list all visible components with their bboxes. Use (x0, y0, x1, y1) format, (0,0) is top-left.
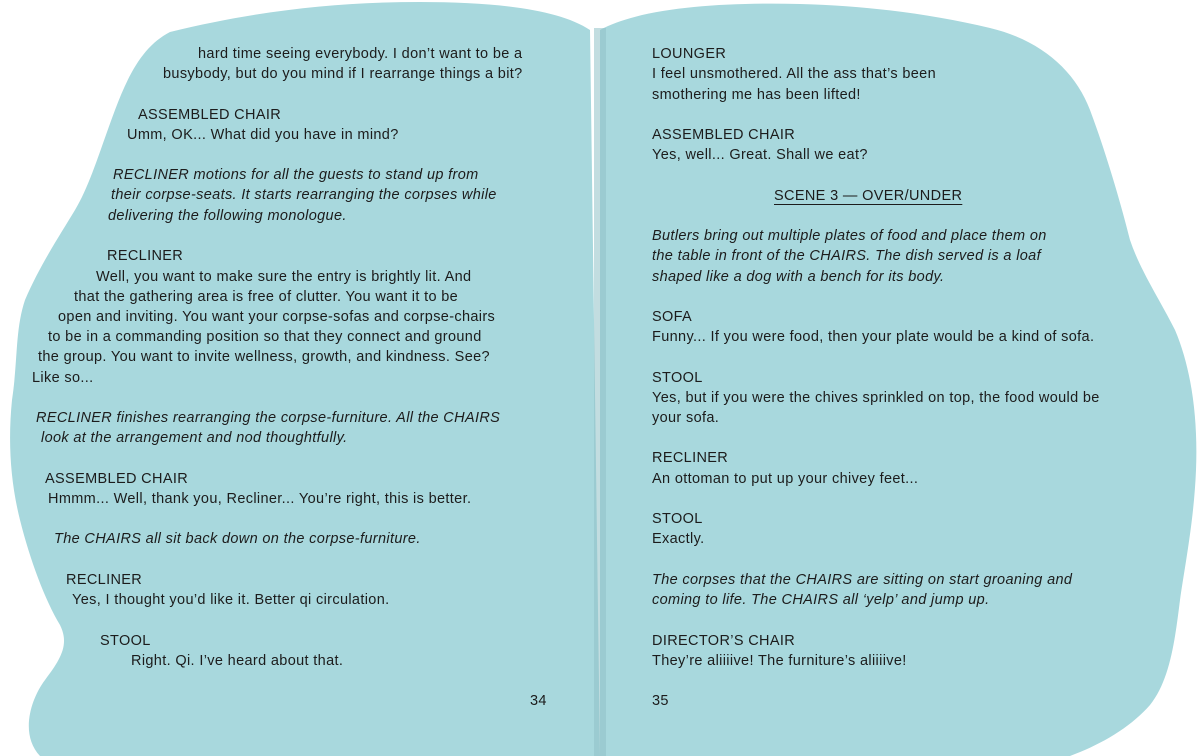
dialogue-line: Exactly. (652, 531, 705, 547)
character-name: DIRECTOR’S CHAIR (652, 633, 796, 649)
scene-heading: SCENE 3 — OVER/UNDER (774, 188, 963, 204)
stage-direction: RECLINER motions for all the guests to stand up from (113, 167, 479, 183)
dialogue-line: hard time seeing everybody. I don’t want to be a (198, 46, 523, 62)
stage-direction: shaped like a dog with a bench for its body. (652, 269, 945, 285)
stage-direction: the table in front of the CHAIRS. The dish served is a loaf (652, 248, 1041, 264)
character-name: RECLINER (107, 248, 184, 264)
stage-direction: The CHAIRS all sit back down on the corpse-furniture. (54, 531, 421, 547)
dialogue-line: Hmmm... Well, thank you, Recliner... You’re right, this is better. (48, 491, 472, 507)
page-number: 35 (652, 693, 669, 709)
dialogue-line: Well, you want to make sure the entry is brightly lit. And (96, 269, 472, 285)
stage-direction: Butlers bring out multiple plates of food and place them on (652, 228, 1047, 244)
character-name: LOUNGER (652, 46, 727, 62)
stage-direction: coming to life. The CHAIRS all ‘yelp’ and jump up. (652, 592, 990, 608)
stage-direction: delivering the following monologue. (108, 208, 347, 224)
dialogue-line: Umm, OK... What did you have in mind? (127, 127, 399, 143)
character-name: ASSEMBLED CHAIR (652, 127, 796, 143)
page-number: 34 (530, 693, 547, 709)
stage-direction: their corpse-seats. It starts rearranging the corpses while (111, 187, 497, 203)
character-name: STOOL (652, 511, 703, 527)
dialogue-line: busybody, but do you mind if I rearrange things a bit? (163, 66, 523, 82)
stage-direction: RECLINER finishes rearranging the corpse-furniture. All the CHAIRS (36, 410, 501, 426)
dialogue-line: Yes, but if you were the chives sprinkled on top, the food would be (652, 390, 1100, 406)
dialogue-line: They’re aliiiive! The furniture’s aliiiive! (652, 653, 907, 669)
dialogue-line: open and inviting. You want your corpse-sofas and corpse-chairs (58, 309, 496, 325)
character-name: STOOL (652, 370, 703, 386)
dialogue-line: your sofa. (652, 410, 720, 426)
dialogue-line: smothering me has been lifted! (652, 87, 861, 103)
dialogue-line: Right. Qi. I’ve heard about that. (131, 653, 344, 669)
dialogue-line: Funny... If you were food, then your plate would be a kind of sofa. (652, 329, 1095, 345)
dialogue-line: Like so... (32, 370, 94, 386)
dialogue-line: to be in a commanding position so that they connect and ground (48, 329, 482, 345)
dialogue-line: Yes, well... Great. Shall we eat? (652, 147, 868, 163)
character-name: RECLINER (66, 572, 143, 588)
dialogue-line: the group. You want to invite wellness, growth, and kindness. See? (38, 349, 490, 365)
stage-direction: The corpses that the CHAIRS are sitting on start groaning and (652, 572, 1073, 588)
dialogue-line: I feel unsmothered. All the ass that’s been (652, 66, 937, 82)
character-name: SOFA (652, 309, 693, 325)
character-name: RECLINER (652, 450, 729, 466)
dialogue-line: Yes, I thought you’d like it. Better qi circulation. (72, 592, 390, 608)
stage-direction: look at the arrangement and nod thoughtfully. (41, 430, 348, 446)
character-name: ASSEMBLED CHAIR (45, 471, 189, 487)
character-name: ASSEMBLED CHAIR (138, 107, 282, 123)
dialogue-line: An ottoman to put up your chivey feet... (652, 471, 919, 487)
character-name: STOOL (100, 633, 151, 649)
dialogue-line: that the gathering area is free of clutter. You want it to be (74, 289, 459, 305)
